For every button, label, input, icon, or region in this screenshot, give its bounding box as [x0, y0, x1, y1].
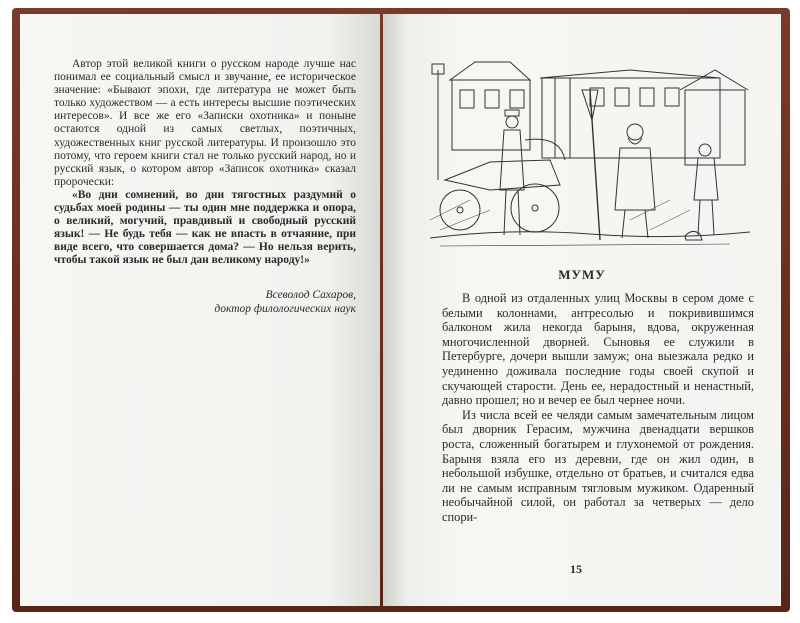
- page-number: 15: [570, 562, 582, 576]
- intro-paragraph: Автор этой великой книги о русском народе лучше нас понимал ее социальный смысл и звучание, ее историческое значение: «Бывают эпохи, где литература не может быть только художеством — а есть интересы высшие поэтических интересов». И все же его «Записки охотника» и поныне остаются одной из самых светлых, поэтичных, художественных книг русской литературы. И произошло это потому, что героем книги стал не только русский народ, но и русский язык, о котором автор «Записок охотника» сказал пророчески:: [54, 58, 356, 188]
- chapter-title: МУМУ: [558, 267, 606, 282]
- right-page: [383, 14, 781, 606]
- story-paragraph-2: Из числа всей ее челяди самым замечательным лицом был дворник Герасим, мужчина двенадцати вершков роста, сложенный богатырем и глухонемой от рождения. Барыня взяла его из деревни, где он жил один, в небольшой избушке, отдельно от братьев, и считался едва ли не самым исправным тягловым мужиком. Одаренный необычайной силой, он работал за четверых — дело спори-: [442, 407, 754, 524]
- right-page-text: [442, 291, 754, 525]
- turgenev-quote: «Во дни сомнений, во дни тягостных раздумий о судьбах моей родины — ты один мне поддержка и опора, о великий, могучий, правдивый и свободный русский язык! — Не будь тебя — как не впасть в отчаяние, при виде всего, что совершается дома? — Но нельзя верить, чтобы такой язык не был дан великому народу!»: [54, 188, 356, 267]
- story-paragraph-1: В одной из отдаленных улиц Москвы в сером доме с белыми колоннами, антресолью и покривившимся балконом жила некогда барыня, вдова, окруженная многочисленной дворней. Сыновья ее служили в Петербурге, дочери вышли замуж; она выезжала редко и уединенно доживала последние годы своей скупой и скучающей старости. День ее, нерадостный и ненастный, давно прошел; но и вечер ее был чернее ночи.: [442, 291, 754, 408]
- left-page: [20, 14, 380, 606]
- street-scene-illustration: [430, 50, 750, 248]
- signature-name: Всеволод Сахаров,: [265, 289, 356, 301]
- left-page-text: [54, 58, 356, 268]
- signature-title: доктор филологических наук: [214, 303, 356, 315]
